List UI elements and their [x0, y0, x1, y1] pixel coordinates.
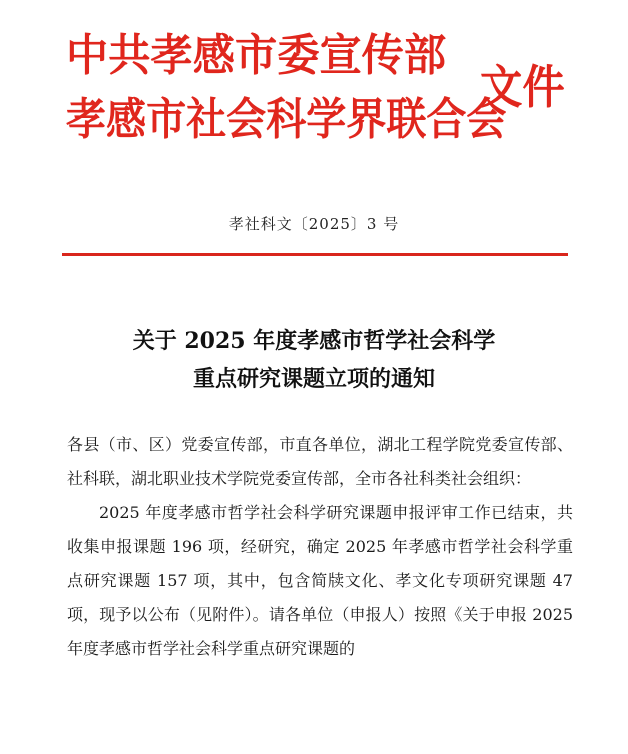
- document-title-line-1: 关于 2025 年度孝感市哲学社会科学: [132, 328, 496, 354]
- red-header: [66, 30, 566, 174]
- salutation: 各县（市、区）党委宣传部，市直各单位，湖北工程学院党委宣传部、社科联，湖北职业技术学院党委宣传部，全市各社科类社会组织：: [67, 435, 573, 488]
- document-title-line-2: 重点研究课题立项的通知: [192, 366, 435, 392]
- issuer-name-line-2: 孝感市社会科学界联合会: [66, 94, 507, 145]
- document-number: 孝社科文〔2025〕3 号: [228, 215, 400, 233]
- body-paragraph-1: 2025 年度孝感市哲学社会科学研究课题申报评审工作已结束，共收集申报课题 196 项，经研究，确定 2025 年孝感市哲学社会科学重点研究课题 157 项，其中，包含简牍文化、孝文化专项研究课题 47 项，现予以公布（见附件）。请各单位（申报人）按照《关于申报 2025 年度孝感市哲学社会科学重点研究课题的: [67, 503, 573, 658]
- document-type-label: 文件: [480, 60, 565, 114]
- document-body: [67, 428, 573, 666]
- issuer-name-line-1: 中共孝感市委宣传部: [66, 30, 447, 81]
- red-divider-line: [62, 253, 568, 256]
